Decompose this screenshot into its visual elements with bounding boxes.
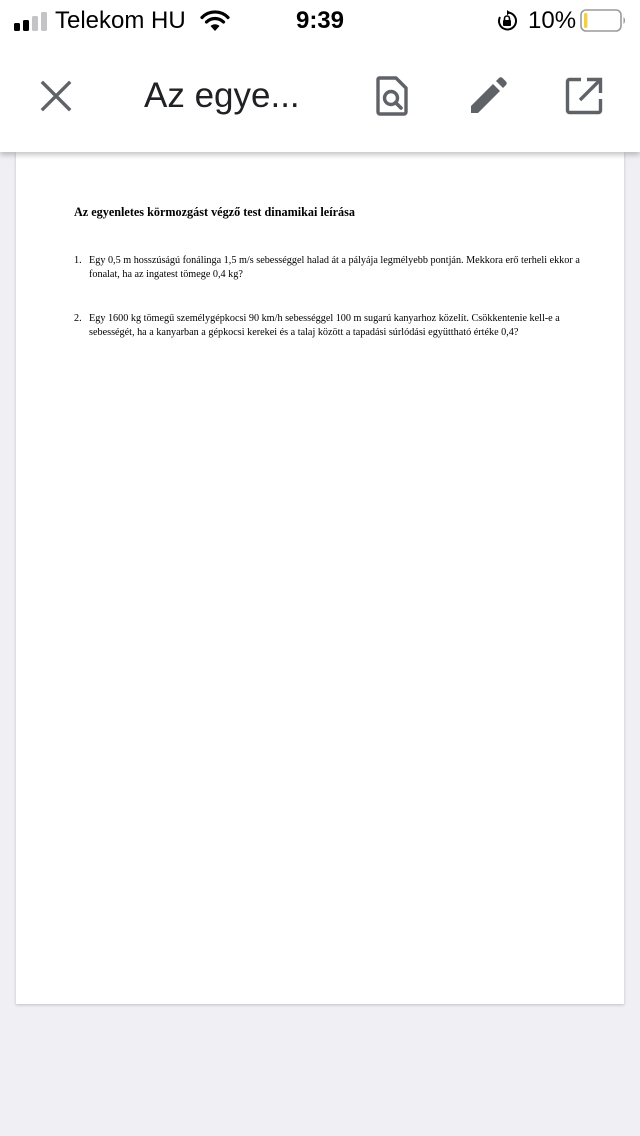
list-item	[74, 312, 584, 339]
task-number: 2.	[74, 313, 82, 324]
list-item	[74, 254, 604, 281]
open-external-button[interactable]	[556, 68, 612, 124]
open-external-icon	[565, 77, 603, 115]
find-in-page-icon	[375, 76, 409, 116]
find-in-page-button[interactable]	[364, 68, 420, 124]
close-icon	[40, 80, 72, 112]
battery-icon	[580, 9, 626, 32]
task-text: Egy 0,5 m hosszúságú fonálinga 1,5 m/s sebességgel halad át a pályája legmélyebb pontján. Mekkora erő terheli ekkor a fonalat, ha az ingatest tömege 0,4 kg?	[89, 255, 580, 280]
task-number: 1.	[74, 255, 82, 266]
edit-button[interactable]	[460, 68, 516, 124]
close-button[interactable]	[28, 68, 84, 124]
task-text: Egy 1600 kg tömegű személygépkocsi 90 km/h sebességgel 100 m sugarú kanyarhoz közelít. Csökkentenie kell-e a sebességét, ha a kanyarban a gépkocsi kerekei és a talaj között a tapadási súrlódási együttható értéke 0,4?	[89, 313, 560, 338]
document-title: Az egye...	[144, 76, 300, 115]
battery-percent: 10%	[528, 7, 577, 34]
document-toolbar	[0, 40, 640, 152]
orientation-lock-icon	[496, 10, 518, 32]
status-time: 9:39	[295, 7, 345, 34]
carrier-name: Telekom HU	[55, 7, 186, 34]
document-page[interactable]	[16, 152, 624, 1004]
document-heading: Az egyenletes körmozgást végző test dinamikai leírása	[74, 205, 355, 219]
edit-pencil-icon	[469, 77, 507, 115]
status-bar	[0, 0, 640, 40]
